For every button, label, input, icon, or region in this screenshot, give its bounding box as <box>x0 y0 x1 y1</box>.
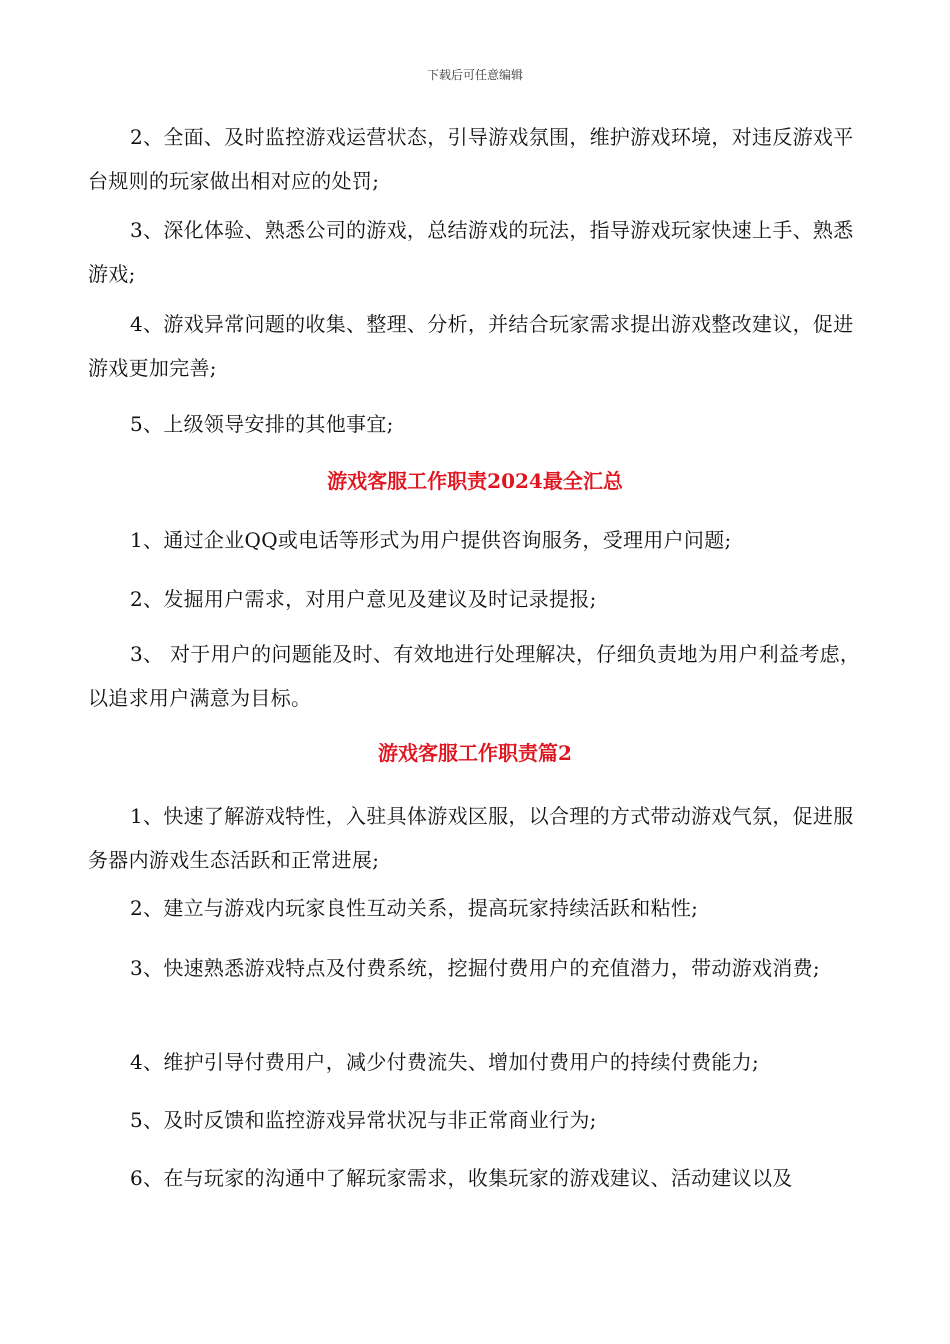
section-heading: 游戏客服工作职责篇2 <box>378 741 572 765</box>
paragraph: 6、在与玩家的沟通中了解玩家需求，收集玩家的游戏建议、活动建议以及 <box>130 1166 793 1190</box>
paragraph: 1、通过企业QQ或电话等形式为用户提供咨询服务，受理用户问题; <box>130 528 732 552</box>
paragraph: 4、游戏异常问题的收集、整理、分析，并结合玩家需求提出游戏整改建议，促进游戏更加完善; <box>88 312 854 380</box>
paragraph: 2、建立与游戏内玩家良性互动关系，提高玩家持续活跃和粘性; <box>130 896 699 920</box>
paragraph: 3、深化体验、熟悉公司的游戏，总结游戏的玩法，指导游戏玩家快速上手、熟悉游戏; <box>88 218 854 286</box>
paragraph: 2、发掘用户需求，对用户意见及建议及时记录提报; <box>130 587 597 611</box>
paragraph: 3、 对于用户的问题能及时、有效地进行处理解决，仔细负责地为用户利益考虑，以追求用户满意为目标。 <box>88 642 861 710</box>
page-header: 下载后可任意编辑 <box>426 68 523 82</box>
paragraph: 4、维护引导付费用户，减少付费流失、增加付费用户的持续付费能力; <box>130 1050 760 1074</box>
paragraph: 5、上级领导安排的其他事宜; <box>130 412 394 436</box>
paragraph: 2、全面、及时监控游戏运营状态，引导游戏氛围，维护游戏环境，对违反游戏平台规则的玩家做出相对应的处罚; <box>88 125 854 193</box>
paragraph: 5、及时反馈和监控游戏异常状况与非正常商业行为; <box>130 1108 597 1132</box>
section-heading: 游戏客服工作职责2024最全汇总 <box>327 469 623 493</box>
paragraph: 1、快速了解游戏特性，入驻具体游戏区服，以合理的方式带动游戏气氛，促进服务器内游戏生态活跃和正常进展; <box>88 804 854 872</box>
paragraph: 3、快速熟悉游戏特点及付费系统，挖掘付费用户的充值潜力，带动游戏消费; <box>130 956 820 980</box>
